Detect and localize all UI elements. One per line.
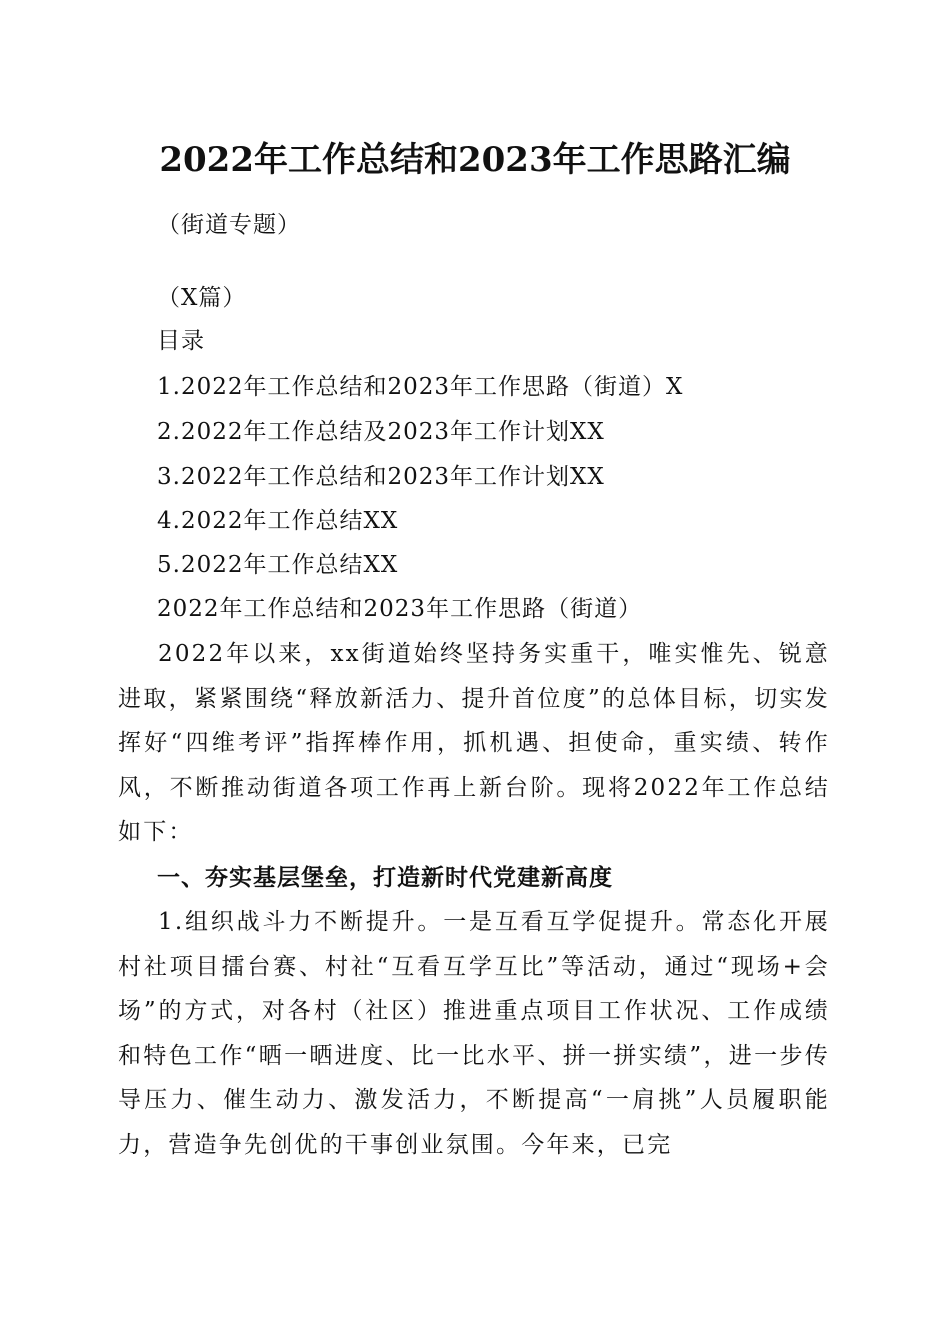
section-paragraph: 1.组织战斗力不断提升。一是互看互学促提升。常态化开展村社项目擂台赛、村社“互看互学互比”等活动，通过“现场+会场”的方式，对各村（社区）推进重点项目工作状况、工作成绩和特色工作“晒一晒进度、比一比水平、拼一拼实绩”，进一步传导压力、催生动力、激发活力，不断提高“一肩挑”人员履职能力，营造争先创优的干事创业氛围。今年来，已完 xyxy=(118,909,830,1158)
subtitle-topic: （街道专题） xyxy=(157,212,301,238)
toc-label: 目录 xyxy=(157,328,205,354)
toc-item: 3.2022年工作总结和2023年工作计划XX xyxy=(157,464,605,490)
toc-item: 1.2022年工作总结和2023年工作思路（街道）X xyxy=(157,374,684,400)
toc-item: 4.2022年工作总结XX xyxy=(157,508,399,534)
section-heading: 一、夯实基层堡垒，打造新时代党建新高度 xyxy=(157,865,613,891)
article-title: 2022年工作总结和2023年工作思路（街道） xyxy=(157,596,643,622)
toc-item: 2.2022年工作总结及2023年工作计划XX xyxy=(157,419,605,445)
document-title: 2022年工作总结和2023年工作思路汇编 xyxy=(159,140,791,180)
toc-item: 5.2022年工作总结XX xyxy=(157,552,399,578)
intro-paragraph: 2022年以来，xx街道始终坚持务实重干，唯实惟先、锐意进取，紧紧围绕“释放新活力、提升首位度”的总体目标，切实发挥好“四维考评”指挥棒作用，抓机遇、担使命，重实绩、转作风，不断推动街道各项工作再上新台阶。现将2022年工作总结如下： xyxy=(118,641,830,846)
subtitle-count: （X篇） xyxy=(157,285,247,311)
